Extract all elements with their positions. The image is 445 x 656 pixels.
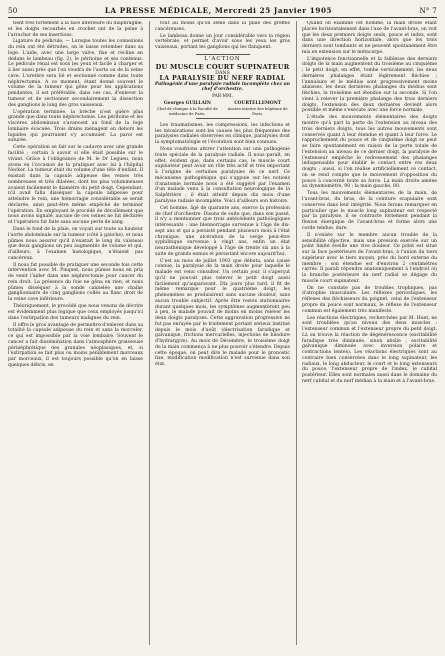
journal-title: LA PRESSE MÉDICALE, Mercredi 25 Janvier 1905 [104, 6, 333, 15]
paragraph: Le lambeau donne un jour considérable vers la région vertébrale, et permet d'avoir sous les yeux les gros vaisseaux, portant les ganglions qui les flanquent. [155, 33, 290, 51]
paragraph: Quand on examine cet homme, la main droite étant placée horizontalement dans l'axe de l'avant-bras, on voit que les deux premiers doigts seuls, pouce et index, sont dans une direction horizontale, alors que les trois derniers sont tombants et ne peuvent spontanément être mis en extension sur le métacarpe. [302, 21, 437, 55]
paragraph: Les réactions électriques, recherchées par M. Huet, ne sont troublées qu'au niveau des deux muscles : l'extenseur commun et l'extenseur propre du petit doigt. Là on trouve la réaction de dégénérescence (excitabilité faradique très diminuée, sinon abolie ; excitabilité galvanique diminuée avec inversion polaire et contractions lentes). Les réactions électriques sont au contraire bien conservées dans le long supinateur, les radiaux, le long abducteur, le court et le long extenseurs du pouce, l'extenseur propre de l'index, le cubital postérieur. Elles sont normales aussi dans le domaine du nerf cubital et du nerf médian à la main et à l'avant-bras. [302, 315, 437, 384]
paragraph: Cet homme, âgé de quarante ans, exerce la profession de chef d'orchestre. Disons de suite que, dans son passé, il n'y a mentionner que trois antécédents pathologiques intéressants : une blennorragie survenue à l'âge de dix-sept ans et qui a persisté pendant plusieurs mois à l'état chronique, une ulcération de la verge peut-être syphilitique survenue à vingt ans, enfin un état neurasthénique développé à l'âge de trente six ans à la suite de grands ennuis et persistant encore aujourd'hui. [155, 205, 290, 257]
paragraph: Ligature du pédicule. — Lorsque toutes les connexions du rein ont été détruites, on le laisse retomber dans sa loge. L'aide, avec une large valve, fixe et récline en dedans le lambeau (fig. 2), le péritoine et ses contenus. Le pédicule rénal est sous les yeux et facile à charger et à lier aussi près que l'on voudra de l'aorta ou de la veine cave. L'uretère sera lié et sectionné comme dans toute néphrectomie. A ce moment, étant donné souvent le volume de la tumeur qui gêne pour les applications pendantes, il est préférable, dans ces cas, d'enlever la tumeur et de sectionner secondairement la dissection des ganglions le long des gros vaisseaux. [8, 39, 143, 108]
header-rule [8, 17, 437, 18]
article-connector: DANS [215, 70, 230, 76]
author-2 [225, 101, 290, 116]
paragraph: Cette opération se fait sur le cadavre avec une grande facilité ; certain à savoir si elle était possible sur le vivant. Grâce à l'obligeance de M. le Dr Legueu, nous avons eu l'occasion de la pratiquer avec lui à l'hôpital Necker. La tumeur était du volume d'une tête d'enfant. Il existait dans la capsule adipeuse des veines très nombreuses et très dilatées, dont les plus volumineuses avaient facilement le diamètre du petit doigt. Cependant, n'il avait fallu disséquer la capsule adipeuse pour atteindre le rein, une hémorragie considérable se serait déclarée, ainsi peut-être même empêché de terminer l'opération. En employant le procédé de décollement que nous avons signalé, aucune de ces veines ne fut déchirée et l'opération fut faite sans aucune perte de sang. [8, 145, 143, 226]
paragraph: Nous voudrions attirer l'attention sur une pathogénie toute spéciale de la paralysie radiale. Il nous paraît, en effet, évident que, dans certains cas, le muscle court supinateur peut avoir un rôle très actif et très important à l'origine de certaines paralysies de ce nerf. Ce mécanisme pathogénique qui s'appuie sur les notions d'anatomie normale nous a été suggéré par l'examen d'un malade venu à la consultation neurologique de la Salpêtrière ; il était atteint depuis dix mois d'une paralysie radiale incomplète. Voici d'ailleurs son histoire. [155, 147, 290, 204]
paragraph: On ne constate pas de troubles trophiques, pas d'atrophie musculaire. Les réflexes périostiques, les réflexes des fléchisseurs du poignet, celui de l'extenseur propre du pouce sont normaux, le réflexe de l'extenseur commun est également très manifeste. [302, 285, 437, 314]
paragraph: tient très fortement à la face inférieure du diaphragme, et les doigts recourbés en crochet ont de la peine à l'arracher de ses insertions. [8, 21, 143, 38]
author-1 [155, 101, 220, 116]
divider [196, 118, 250, 119]
paragraph: L'opération terminée, la brèche n'est guère plus grande que dans toute néphrectomie. Les péritoine et les viscères abdominaux s'avancent au fond de la loge lombaire évacuée. Trois drains ménagent en dehors les liquides qui pourraient s'y accumuler. La paroi est suturée. [8, 109, 143, 144]
article-title: DU MUSCLE COURT SUPINATEUR [155, 62, 290, 71]
paragraph: Tous les mouvements élémentaires de la main, de l'avant-bras, du bras, de la ceinture scapulaire sont conservés dans leur intégrité. Nous ferons remarquer en particulier que le muscle long supinateur est respecté par la paralysie, il se contracte fortement pendant la flexion énergique de l'avant-bras et forme alors une corde tendue, dure. [302, 191, 437, 231]
paragraph: C'est au mois de juillet 1903 que débuta, sans cause connue, la paralysie de la main droite pour laquelle le malade est venu consulter. Un certain jour, il s'aperçut qu'il ne pouvait plus relever le petit doigt aussi facilement qu'auparavant. Dix jours plus tard, il fit de même remarque pour le quatrième doigt, les phénomènes se produisirent sans aucune douleur, sans aucun trouble subjectif. Après être restés stationnaires durant quelques mois, les symptômes augmentèrent peu à peu, le malade pouvait de moins en moins relever les deux doigts paralysés. Cette aggravation progressive ne fut pas enrayée par le traitement portant sérieux institué depuis le mois d'août (électrisation faradique et galvanique, frictions mercurielles, injections de biiodure d'hydrargyre). Au mois de Décembre, le troisième doigt de la main commença à ne plus pouvoir s'étendre. Depuis cette époque, on peut dire le malade pour le pronostic fixe, modification modification n'est survenue dans son état. [155, 258, 290, 368]
author-name: COURTELLEMONT [234, 101, 282, 107]
authors [155, 101, 290, 116]
paragraph: Il offre le gros avantage de permettre d'enlever dans sa totalité la capsule adipeuse du rein et sans la morceler, ce qui est impossible par la voie lombaire. Souvent le cancer a fait dissémination dans l'atmosphère graisseuse périnéphrétique des granules néoplasiques, et, si l'extirpation se fait plus ou moins péniblement morceaux par morceaux, il est toujours possible qu'on en laisse quelques débris, en [8, 322, 143, 368]
page-number: 50 [8, 6, 18, 15]
paragraph: Théoriquement, le procédé que nous venons de décrire est évidemment plus logique que ceux employés jusqu'ici dans l'extirpation des tumeurs malignes du rein. [8, 304, 143, 321]
article-columns [8, 21, 437, 645]
column-2 [149, 21, 290, 645]
column-3 [296, 21, 437, 645]
article-heading [155, 54, 290, 119]
author-role: Chef de clinique à la Faculté de médecine de Paris. [156, 106, 218, 116]
paragraph: Les traumatismes, les compressions, les infections et les intoxications sont les causes les plus fréquentes des paralysies radiales observées en clinique, paralysies dont la symptomatologie et l'évolution sont bien connues. [155, 122, 290, 146]
author-name: Georges GUILLAIN [163, 101, 211, 107]
article-byline: PAR MM. [212, 94, 233, 100]
paragraph: L'étude des mouvements élémentaires des doigts montre qu'à part la perte de l'extension au niveau des trois derniers doigts, tous les autres mouvements sont conservés quant à leur étendue et quant à leur force. Le rapprochement du pouce et de cinquième doigt se peut se faire spontanément en raison de la perte totale de l'extension au niveau de ce dernier doigt, la paralysie de l'extenseur empêche le redressement des phalanges indispensable pour établir le contact entre ces deux doigts ; aussi, si l'on réalise artificiellement ce contact, on se rend compte que le mouvement d'opposition du pouce à concerné toute sa force. La main droite amène au dynamomètre, 90 ; la main gauche, 80. [302, 115, 437, 190]
newspaper-page [8, 5, 437, 645]
paragraph: Il nous fut possible de pratiquer une seconde fois cette intervention avec M. Pinquet, nous pûmes nous en pris de venir l'aider dans une néphrectomie pour cancer du rein droit. La présence du foie ne gêna en rien, et nous pûmes disséquer à la sonde cannelée une chaîne ganglionnaire de cinq ganglions collés au flanc droit de la veine cave inférieure. [8, 262, 143, 303]
column-1 [8, 21, 143, 645]
article-subject: LA PARALYSIE DU NERF RADIAL [159, 75, 286, 83]
paragraph: Dans le fond de la plaie, on voyait sur toute sa hauteur l'aorte abdominale sur la tumeur (côté à gauche), et nous pûmes nous assurer qu'il n'existait le long du vaisseau que deux ganglions un peu augmentés de volume et qui, d'ailleurs, à l'examen histologique, n'étaient pas cancéreux. [8, 227, 143, 261]
author-role: Ancien interne des hôpitaux de Paris. [227, 106, 288, 116]
issue-number: N° 7 [419, 6, 437, 15]
article-subtitle: Pathogénie d'une paralysie radiale incomplète chez un chef d'orchestre. [155, 82, 290, 93]
paragraph: Il n'existe sur le membre aucun trouble de la sensibilité objective, mais une pression exercée sur un point limité éveille une vive douleur. Ce point est situé sur la face postérieure de l'avant-bras, à l'union du tiers supérieur avec le tiers moyen, près du bord externe du membre ; son étendue est d'environ 2 centimètres carrés. Il paraît répondre anatomiquement à l'endroit où la branche postérieure du nerf radial se dégage du muscle court supinateur. [302, 232, 437, 284]
divider [196, 54, 250, 55]
page-header [8, 5, 437, 15]
paragraph: tout au moins qu'on sème dans la plaie des greffes cancéreuses. [155, 21, 290, 32]
article-label: L'ACTION [204, 55, 241, 62]
paragraph: L'impotence fonctionnelle et la faiblesse des derniers doigts de la main augmentent du troisième au cinquième ; le petit doigt, en effet, tombe verticalement, les deux dernières phalanges étant légèrement fléchies ; l'annulaire et le médius sont progressivement moins abaissés, les deux dernières phalanges du médius sont fléchies, la troisième est étendue sur la seconde. Si l'on vient à relever la première phalange des trois derniers doigts, l'extension des deux dernières devient alors possible et même s'exécute avec une force normale. [302, 56, 437, 114]
